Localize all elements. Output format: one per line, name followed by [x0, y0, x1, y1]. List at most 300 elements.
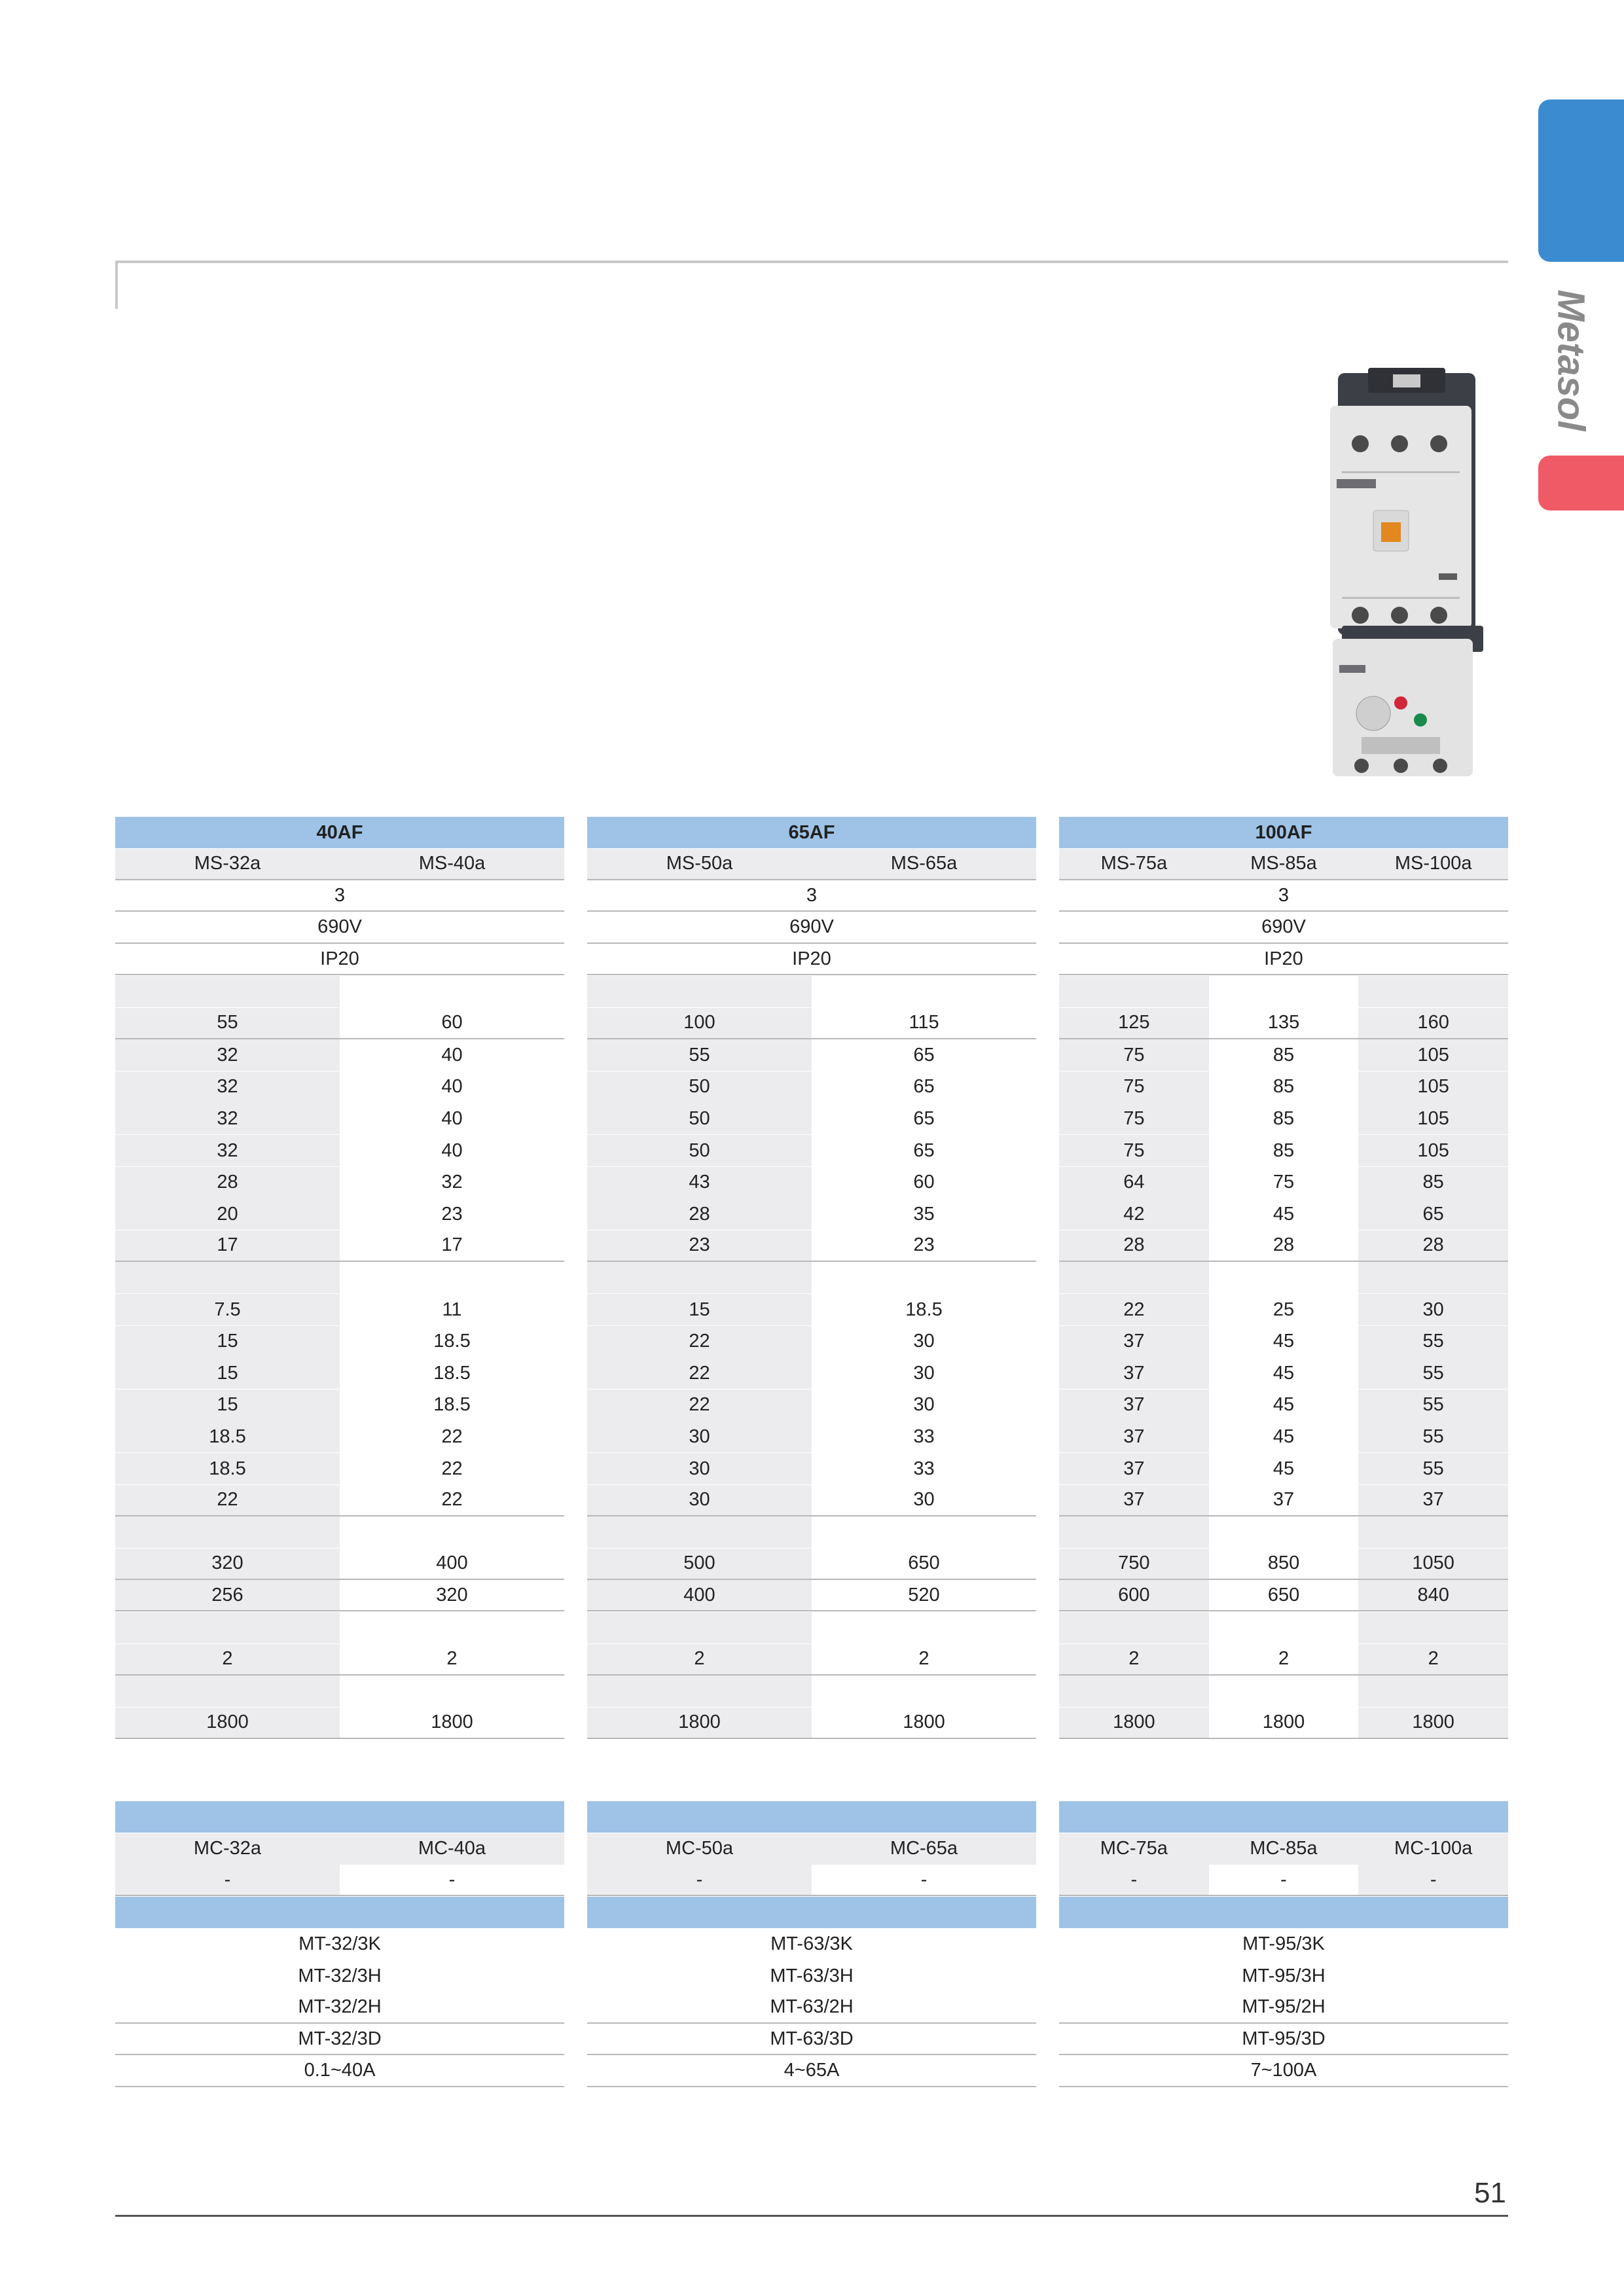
data-cell: 18.5: [812, 1294, 1036, 1325]
relay-model: MT-63/3K: [770, 1933, 853, 1954]
data-cell: 256: [115, 1580, 340, 1610]
blank-cell: [1059, 1516, 1209, 1548]
blank-cell: [115, 1612, 340, 1643]
data-cell: 75: [1059, 1071, 1209, 1103]
model-name: MS-50a: [666, 853, 733, 874]
data-cell: 30: [1358, 1294, 1508, 1325]
data-cell: 18.5: [115, 1421, 340, 1452]
blank-cell: [340, 976, 564, 1007]
data-row: [115, 1135, 564, 1166]
data-cell: 55: [115, 1008, 340, 1038]
data-row: [115, 1357, 564, 1389]
relay-header-row: [1059, 1897, 1508, 1928]
data-cell: 50: [587, 1103, 812, 1134]
data-cell: 2: [1358, 1644, 1508, 1674]
data-cell: 37: [1059, 1421, 1209, 1452]
contactor-value: -: [1358, 1865, 1508, 1895]
data-cell: 37: [1059, 1390, 1209, 1421]
range-value: 0.1~40A: [304, 2060, 376, 2081]
data-cell: 75: [1059, 1039, 1209, 1071]
data-cell: 18.5: [340, 1357, 564, 1389]
relay-model: MT-95/3D: [1242, 2028, 1326, 2049]
contactor-value-row: [1059, 1865, 1508, 1896]
data-cell: 33: [812, 1453, 1036, 1484]
data-cell: 85: [1209, 1135, 1359, 1166]
data-row: [115, 1103, 564, 1134]
brand-tab-label: Metasol: [1549, 289, 1593, 431]
data-cell: 2: [812, 1644, 1036, 1674]
blank-cell: [1358, 976, 1508, 1007]
data-row: [587, 1421, 1036, 1452]
blank-cell: [1059, 1676, 1209, 1707]
data-cell: 520: [812, 1580, 1036, 1610]
data-cell: 105: [1358, 1103, 1508, 1134]
model-row: [115, 849, 564, 880]
data-cell: 40: [340, 1103, 564, 1134]
data-row: [1059, 1644, 1508, 1676]
data-cell: 320: [340, 1580, 564, 1610]
data-cell: 2: [1209, 1644, 1359, 1674]
header-rule-tick: [115, 260, 118, 309]
footer-rule: [115, 2215, 1508, 2217]
data-row: [115, 1580, 564, 1611]
data-row: [1059, 1294, 1508, 1325]
data-cell: 100: [587, 1008, 812, 1038]
data-cell: 30: [812, 1357, 1036, 1389]
blank-row: [587, 1612, 1036, 1643]
data-cell: 320: [115, 1549, 340, 1579]
data-cell: 45: [1209, 1357, 1359, 1389]
data-row: [587, 1708, 1036, 1739]
data-cell: 17: [340, 1230, 564, 1261]
poles-value: 3: [334, 884, 346, 906]
data-cell: 28: [115, 1167, 340, 1198]
data-cell: 65: [812, 1071, 1036, 1103]
data-row: [1059, 1230, 1508, 1262]
relay-row: [115, 1960, 564, 1992]
page-number: 51: [1474, 2177, 1506, 2209]
data-cell: 160: [1358, 1008, 1508, 1038]
data-row: [587, 1167, 1036, 1198]
data-row: [1059, 1167, 1508, 1198]
relay-model: MT-95/2H: [1242, 1996, 1326, 2018]
blank-row: [1059, 1612, 1508, 1643]
blank-cell: [340, 1262, 564, 1293]
data-cell: 500: [587, 1549, 812, 1579]
product-image: [1322, 367, 1492, 785]
protection-value: IP20: [1264, 948, 1303, 969]
data-cell: 840: [1358, 1580, 1508, 1610]
blank-row: [587, 1516, 1036, 1548]
blank-cell: [1059, 976, 1209, 1007]
blank-cell: [115, 1516, 340, 1548]
data-cell: 28: [1209, 1230, 1359, 1261]
blank-cell: [340, 1516, 564, 1548]
relay-row: [587, 2024, 1036, 2055]
blank-cell: [812, 1612, 1036, 1643]
blank-cell: [812, 1262, 1036, 1293]
data-row: [587, 1008, 1036, 1039]
data-cell: 50: [587, 1135, 812, 1166]
data-cell: 30: [812, 1326, 1036, 1357]
data-cell: 40: [340, 1071, 564, 1103]
poles-value: 3: [1278, 884, 1290, 906]
data-cell: 32: [115, 1071, 340, 1103]
data-cell: 60: [340, 1008, 564, 1038]
data-row: [1059, 1135, 1508, 1166]
data-cell: 32: [115, 1135, 340, 1166]
blank-cell: [1209, 1612, 1359, 1643]
blank-cell: [1209, 1516, 1359, 1548]
contactor-header-row: [115, 1801, 564, 1833]
frame-header: 100AF: [1255, 821, 1312, 843]
contactor-value: -: [812, 1865, 1036, 1895]
protection-value: IP20: [792, 948, 831, 969]
data-cell: 20: [115, 1198, 340, 1230]
relay-row: [115, 1928, 564, 1960]
relay-row: [1059, 1928, 1508, 1960]
poles-value: 3: [806, 884, 818, 906]
data-row: [115, 1071, 564, 1103]
relay-model: MT-63/2H: [770, 1996, 854, 2018]
blank-cell: [812, 1516, 1036, 1548]
blank-cell: [1358, 1612, 1508, 1643]
data-row: [587, 1453, 1036, 1484]
data-cell: 30: [812, 1485, 1036, 1515]
poles-row: [587, 880, 1036, 912]
data-row: [1059, 1485, 1508, 1516]
data-row: [1059, 1071, 1508, 1103]
relay-model: MT-63/3D: [770, 2028, 854, 2049]
data-cell: 2: [1059, 1644, 1209, 1674]
contactor-value: -: [340, 1865, 564, 1895]
data-row: [115, 1167, 564, 1198]
poles-row: [1059, 880, 1508, 912]
data-cell: 45: [1209, 1326, 1359, 1357]
data-cell: 65: [812, 1039, 1036, 1071]
data-row: [115, 1485, 564, 1516]
data-row: [587, 1230, 1036, 1262]
data-cell: 28: [1358, 1230, 1508, 1261]
data-cell: 55: [1358, 1357, 1508, 1389]
data-cell: 55: [1358, 1453, 1508, 1484]
data-cell: 75: [1209, 1167, 1359, 1198]
data-cell: 105: [1358, 1039, 1508, 1071]
data-cell: 37: [1059, 1453, 1209, 1484]
contactor-model-row: [1059, 1833, 1508, 1865]
blank-row: [587, 1676, 1036, 1707]
data-cell: 37: [1059, 1485, 1209, 1515]
frame-header: 40AF: [316, 821, 363, 843]
data-cell: 30: [587, 1485, 812, 1515]
model-row: [587, 849, 1036, 880]
data-row: [115, 1549, 564, 1580]
contactor-value-row: [587, 1865, 1036, 1896]
data-cell: 75: [1059, 1135, 1209, 1166]
data-cell: 15: [115, 1357, 340, 1389]
data-row: [1059, 1039, 1508, 1071]
data-cell: 45: [1209, 1421, 1359, 1452]
model-name: MS-100a: [1394, 853, 1472, 874]
data-row: [1059, 1549, 1508, 1580]
relay-header-row: [587, 1897, 1036, 1928]
data-cell: 65: [812, 1135, 1036, 1166]
frame-header-row: [1059, 817, 1508, 848]
data-cell: 25: [1209, 1294, 1359, 1325]
data-row: [115, 1421, 564, 1452]
data-row: [1059, 1326, 1508, 1357]
protection-row: [587, 944, 1036, 975]
data-row: [587, 1135, 1036, 1166]
data-cell: 85: [1209, 1071, 1359, 1103]
contactor-value: -: [587, 1865, 812, 1895]
data-cell: 50: [587, 1071, 812, 1103]
data-cell: 45: [1209, 1390, 1359, 1421]
data-cell: 22: [340, 1485, 564, 1515]
contactor-model-row: [115, 1833, 564, 1865]
data-cell: 75: [1059, 1103, 1209, 1134]
blank-row: [115, 976, 564, 1007]
data-cell: 33: [812, 1421, 1036, 1452]
relay-model: MT-95/3H: [1242, 1965, 1326, 1986]
contactor-model: MC-85a: [1250, 1838, 1318, 1859]
data-row: [115, 1326, 564, 1357]
data-cell: 32: [340, 1167, 564, 1198]
blank-row: [1059, 1676, 1508, 1707]
data-row: [1059, 1357, 1508, 1389]
relay-model: MT-63/3H: [770, 1965, 854, 1986]
data-row: [1059, 1390, 1508, 1421]
data-row: [587, 1644, 1036, 1676]
data-cell: 37: [1358, 1485, 1508, 1515]
data-row: [115, 1390, 564, 1421]
blank-cell: [1358, 1516, 1508, 1548]
relay-model: MT-32/3D: [298, 2028, 382, 2049]
voltage-row: [115, 912, 564, 944]
data-row: [587, 1326, 1036, 1357]
data-row: [1059, 1580, 1508, 1611]
data-cell: 22: [587, 1390, 812, 1421]
range-value: 7~100A: [1250, 2060, 1317, 2081]
data-cell: 105: [1358, 1135, 1508, 1166]
contactor-model: MC-75a: [1100, 1838, 1168, 1859]
data-cell: 125: [1059, 1008, 1209, 1038]
contactor-model: MC-32a: [193, 1838, 262, 1859]
data-row: [1059, 1421, 1508, 1452]
data-row: [587, 1294, 1036, 1325]
blank-cell: [340, 1676, 564, 1707]
data-cell: 1800: [587, 1708, 812, 1738]
data-cell: 2: [587, 1644, 812, 1674]
data-cell: 28: [587, 1198, 812, 1230]
blank-cell: [1358, 1262, 1508, 1293]
data-cell: 850: [1209, 1549, 1359, 1579]
data-cell: 28: [1059, 1230, 1209, 1261]
data-cell: 1800: [1209, 1708, 1359, 1738]
data-row: [587, 1198, 1036, 1230]
data-cell: 23: [340, 1198, 564, 1230]
data-cell: 105: [1358, 1071, 1508, 1103]
data-cell: 35: [812, 1198, 1036, 1230]
data-cell: 18.5: [340, 1326, 564, 1357]
data-cell: 22: [587, 1357, 812, 1389]
data-cell: 85: [1209, 1039, 1359, 1071]
data-cell: 1800: [1358, 1708, 1508, 1738]
blank-row: [115, 1612, 564, 1643]
model-name: MS-85a: [1250, 853, 1317, 874]
blank-cell: [115, 1676, 340, 1707]
section-tab-red[interactable]: [1538, 456, 1624, 511]
data-row: [115, 1453, 564, 1484]
data-cell: 115: [812, 1008, 1036, 1038]
blank-cell: [587, 1612, 812, 1643]
contactor-value: -: [1209, 1865, 1359, 1895]
data-cell: 650: [1209, 1580, 1359, 1610]
blank-cell: [812, 976, 1036, 1007]
data-cell: 23: [587, 1230, 812, 1261]
blank-cell: [1209, 1262, 1359, 1293]
data-cell: 650: [812, 1549, 1036, 1579]
data-row: [587, 1357, 1036, 1389]
blank-row: [1059, 1262, 1508, 1293]
relay-row: [587, 1960, 1036, 1992]
range-row: [115, 2056, 564, 2087]
data-cell: 32: [115, 1039, 340, 1071]
data-cell: 45: [1209, 1453, 1359, 1484]
data-cell: 65: [812, 1103, 1036, 1134]
protection-row: [115, 944, 564, 975]
blank-row: [1059, 976, 1508, 1007]
data-row: [115, 1198, 564, 1230]
data-cell: 30: [587, 1453, 812, 1484]
data-row: [587, 1580, 1036, 1611]
data-cell: 37: [1059, 1326, 1209, 1357]
relay-model: MT-32/3H: [298, 1965, 382, 1986]
data-cell: 55: [1358, 1421, 1508, 1452]
data-cell: 1800: [115, 1708, 340, 1738]
contactor-model: MC-100a: [1394, 1838, 1473, 1859]
relay-row: [1059, 2024, 1508, 2055]
contactor-model: MC-50a: [665, 1838, 734, 1859]
data-cell: 22: [115, 1485, 340, 1515]
data-row: [115, 1708, 564, 1739]
blank-cell: [1059, 1612, 1209, 1643]
relay-header-row: [115, 1897, 564, 1928]
contactor-model-row: [587, 1833, 1036, 1865]
blank-row: [587, 1262, 1036, 1293]
protection-row: [1059, 944, 1508, 975]
relay-model: MT-32/3K: [298, 1933, 381, 1954]
data-cell: 1800: [812, 1708, 1036, 1738]
data-cell: 55: [587, 1039, 812, 1071]
data-cell: 30: [812, 1390, 1036, 1421]
voltage-row: [587, 912, 1036, 944]
protection-value: IP20: [320, 948, 359, 969]
data-row: [1059, 1198, 1508, 1230]
data-row: [1059, 1708, 1508, 1739]
blank-cell: [115, 976, 340, 1007]
range-row: [1059, 2056, 1508, 2087]
data-cell: 400: [340, 1549, 564, 1579]
voltage-value: 690V: [317, 916, 362, 938]
data-cell: 60: [812, 1167, 1036, 1198]
data-cell: 15: [115, 1390, 340, 1421]
blank-row: [1059, 1516, 1508, 1548]
data-cell: 11: [340, 1294, 564, 1325]
relay-row: [115, 1992, 564, 2024]
data-cell: 22: [587, 1326, 812, 1357]
data-cell: 85: [1209, 1103, 1359, 1134]
blank-cell: [1209, 1676, 1359, 1707]
data-row: [1059, 1453, 1508, 1484]
data-row: [115, 1039, 564, 1071]
blank-cell: [340, 1612, 564, 1643]
brand-tab-label-box: [1506, 281, 1624, 439]
data-cell: 1800: [1059, 1708, 1209, 1738]
data-cell: 37: [1209, 1485, 1359, 1515]
data-cell: 1800: [340, 1708, 564, 1738]
contactor-header-row: [587, 1801, 1036, 1833]
blank-row: [115, 1516, 564, 1548]
blank-cell: [587, 1262, 812, 1293]
data-cell: 42: [1059, 1198, 1209, 1230]
blank-cell: [587, 1676, 812, 1707]
blank-row: [115, 1676, 564, 1707]
range-row: [587, 2056, 1036, 2087]
relay-model: MT-32/2H: [298, 1996, 382, 2018]
blank-cell: [587, 1516, 812, 1548]
blank-cell: [812, 1676, 1036, 1707]
data-cell: 55: [1358, 1390, 1508, 1421]
data-cell: 17: [115, 1230, 340, 1261]
blank-cell: [587, 976, 812, 1007]
data-cell: 22: [340, 1453, 564, 1484]
data-cell: 32: [115, 1103, 340, 1134]
data-cell: 65: [1358, 1198, 1508, 1230]
model-name: MS-75a: [1100, 853, 1168, 874]
data-cell: 40: [340, 1039, 564, 1071]
section-tab-blue[interactable]: [1538, 99, 1624, 262]
data-cell: 40: [340, 1135, 564, 1166]
blank-cell: [1358, 1676, 1508, 1707]
data-cell: 135: [1209, 1008, 1359, 1038]
data-cell: 750: [1059, 1549, 1209, 1579]
blank-cell: [1059, 1262, 1209, 1293]
data-row: [1059, 1103, 1508, 1134]
data-cell: 1050: [1358, 1549, 1508, 1579]
data-cell: 37: [1059, 1357, 1209, 1389]
data-row: [1059, 1008, 1508, 1039]
data-cell: 85: [1358, 1167, 1508, 1198]
data-cell: 18.5: [115, 1453, 340, 1484]
relay-row: [1059, 1992, 1508, 2024]
data-row: [115, 1644, 564, 1676]
range-value: 4~65A: [784, 2060, 840, 2081]
data-cell: 22: [340, 1421, 564, 1452]
data-row: [587, 1103, 1036, 1134]
contactor-header-row: [1059, 1801, 1508, 1833]
relay-row: [115, 2024, 564, 2055]
blank-cell: [115, 1262, 340, 1293]
relay-model: MT-95/3K: [1242, 1933, 1325, 1954]
data-row: [587, 1071, 1036, 1103]
voltage-row: [1059, 912, 1508, 944]
data-cell: 7.5: [115, 1294, 340, 1325]
data-row: [587, 1549, 1036, 1580]
data-cell: 15: [115, 1326, 340, 1357]
contactor-value-row: [115, 1865, 564, 1896]
frame-header-row: [115, 817, 564, 848]
